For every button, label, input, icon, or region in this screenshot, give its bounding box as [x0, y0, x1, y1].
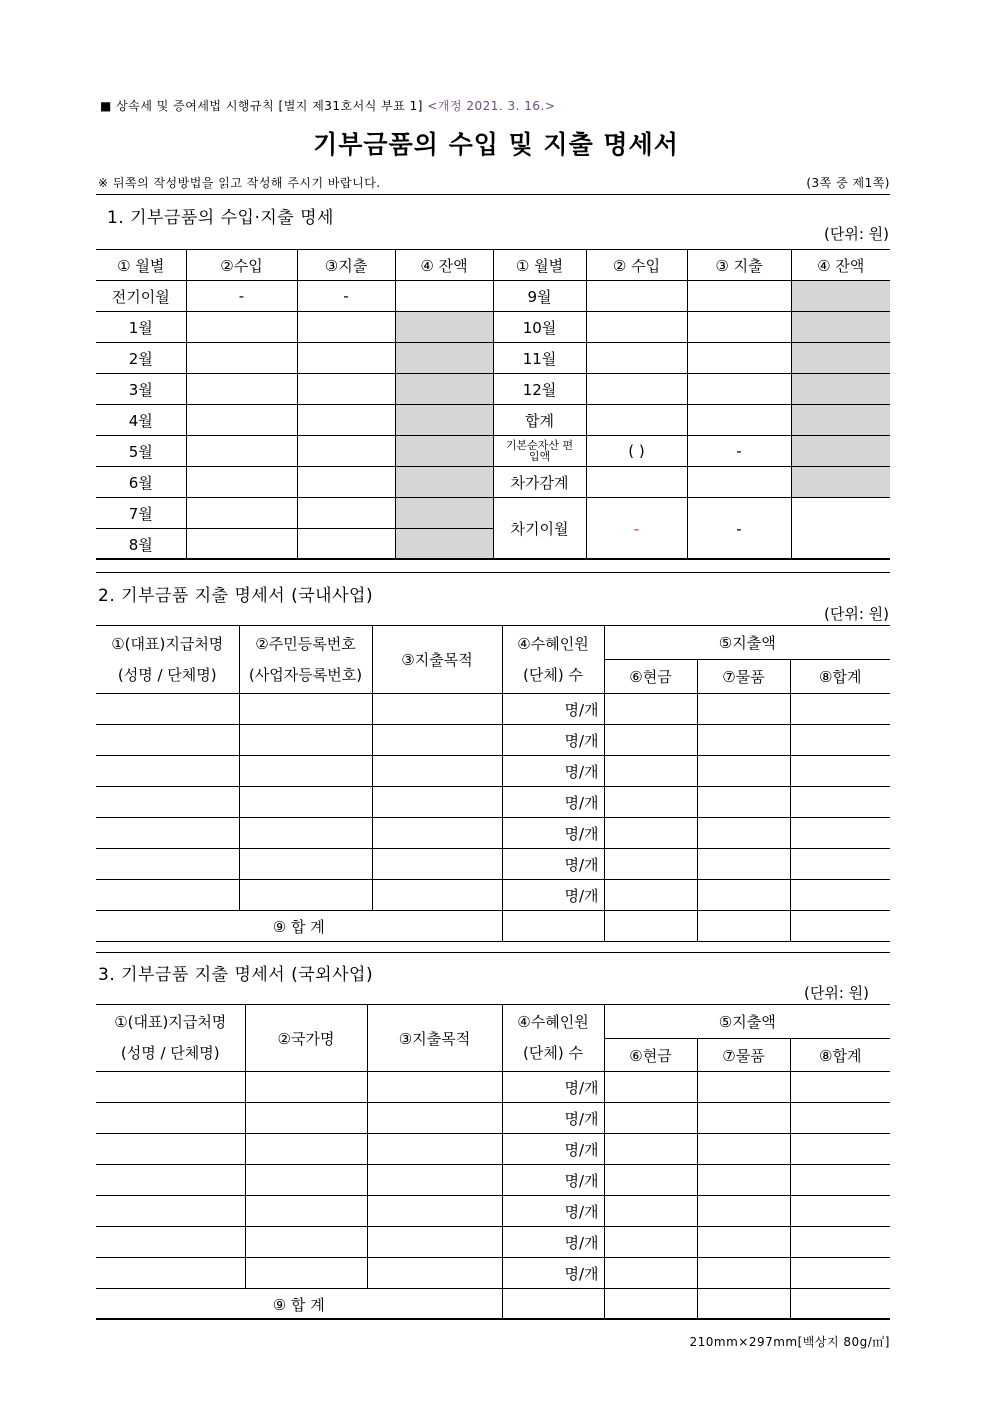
registration-cell[interactable] — [239, 725, 372, 756]
payee-cell[interactable] — [96, 1227, 245, 1258]
section2-heading: 2. 기부금품 지출 명세서 (국내사업) — [98, 586, 374, 606]
goods-cell[interactable] — [697, 694, 790, 725]
goods-cell[interactable] — [697, 1165, 790, 1196]
expense-cell[interactable] — [687, 467, 791, 498]
goods-cell[interactable] — [697, 1196, 790, 1227]
purpose-cell[interactable] — [372, 756, 502, 787]
table-row — [96, 1196, 890, 1227]
country-cell[interactable] — [245, 1134, 367, 1165]
col-payee — [96, 1005, 245, 1072]
sum-cell[interactable] — [790, 1227, 890, 1258]
sum-cell[interactable] — [790, 1165, 890, 1196]
cash-cell[interactable] — [604, 1227, 697, 1258]
month-cell: 5월 — [96, 436, 186, 467]
sum-cell[interactable] — [790, 694, 890, 725]
table-row — [96, 436, 890, 467]
total-row — [96, 1289, 890, 1320]
country-cell[interactable] — [245, 1258, 367, 1289]
balance-cell-shaded — [791, 374, 890, 405]
beneficiary-count-cell[interactable]: 명/개 — [502, 787, 604, 818]
expense-cell[interactable] — [297, 405, 395, 436]
purpose-cell[interactable] — [372, 849, 502, 880]
sum-cell[interactable] — [790, 880, 890, 911]
col-payee-line1: ①(대표)지급처명 — [114, 1013, 227, 1031]
col-cash: ⑥현금 — [604, 660, 697, 694]
purpose-cell[interactable] — [372, 694, 502, 725]
income-cell[interactable] — [186, 312, 297, 343]
purpose-cell[interactable] — [372, 787, 502, 818]
balance-cell-shaded — [395, 467, 493, 498]
instruction-note: ※ 뒤쪽의 작성방법을 읽고 작성해 주시기 바랍니다. — [98, 176, 381, 190]
registration-cell[interactable] — [239, 818, 372, 849]
income-cell[interactable] — [186, 529, 297, 560]
table-row — [96, 1134, 890, 1165]
sum-cell[interactable] — [790, 1258, 890, 1289]
expense-cell[interactable] — [297, 467, 395, 498]
cash-cell[interactable] — [604, 756, 697, 787]
total-sum-cell[interactable] — [790, 911, 890, 942]
goods-cell[interactable] — [697, 880, 790, 911]
divider — [96, 194, 890, 195]
table-row — [96, 880, 890, 911]
col-sum: ⑧합계 — [790, 660, 890, 694]
beneficiary-count-cell[interactable]: 명/개 — [502, 1134, 604, 1165]
goods-cell[interactable] — [697, 1227, 790, 1258]
revision-date: <개정 2021. 3. 16.> — [427, 99, 556, 113]
beneficiary-count-cell[interactable]: 명/개 — [502, 1103, 604, 1134]
income-cell[interactable]: - — [586, 498, 687, 560]
section1-header-row — [96, 250, 890, 281]
sum-cell[interactable] — [790, 1072, 890, 1103]
section3-table — [96, 1004, 890, 1320]
beneficiary-count-cell[interactable]: 명/개 — [502, 1258, 604, 1289]
section1-heading: 1. 기부금품의 수입·지출 명세 — [107, 208, 334, 228]
divider — [96, 572, 890, 573]
income-cell[interactable] — [586, 343, 687, 374]
cash-cell[interactable] — [604, 1103, 697, 1134]
country-cell[interactable] — [245, 1103, 367, 1134]
col-payee — [96, 626, 239, 694]
col-income-left: ②수입 — [186, 250, 297, 281]
table-row — [96, 787, 890, 818]
sum-cell[interactable] — [790, 787, 890, 818]
page-indicator: (3쪽 중 제1쪽) — [806, 176, 890, 190]
income-cell[interactable] — [186, 405, 297, 436]
balance-cell-shaded — [395, 436, 493, 467]
section3-heading: 3. 기부금품 지출 명세서 (국외사업) — [98, 965, 374, 985]
purpose-cell[interactable] — [367, 1258, 502, 1289]
section1-unit: (단위: 원) — [824, 225, 889, 243]
table-row — [96, 374, 890, 405]
balance-cell-shaded — [791, 281, 890, 312]
col-payee-line2: (성명 / 단체명) — [120, 1044, 220, 1062]
purpose-cell[interactable] — [367, 1134, 502, 1165]
table-row — [96, 312, 890, 343]
beneficiary-count-cell[interactable]: 명/개 — [502, 1196, 604, 1227]
balance-cell-shaded — [395, 405, 493, 436]
cash-cell[interactable] — [604, 1258, 697, 1289]
total-label: ⑨ 합 계 — [96, 1289, 502, 1320]
goods-cell[interactable] — [697, 1134, 790, 1165]
sum-cell[interactable] — [790, 1134, 890, 1165]
col-sum: ⑧합계 — [790, 1039, 890, 1072]
payee-cell[interactable] — [96, 1165, 245, 1196]
paper-spec-footer: 210mm×297mm[백상지 80g/㎡] — [689, 1335, 890, 1349]
divider — [96, 1318, 890, 1319]
cash-cell[interactable] — [604, 880, 697, 911]
beneficiary-count-cell[interactable]: 명/개 — [502, 849, 604, 880]
col-month-right: ① 월별 — [493, 250, 586, 281]
col-beneficiaries-line1: ④수혜인원 — [517, 634, 589, 653]
purpose-cell[interactable] — [372, 818, 502, 849]
col-expense-right: ③ 지출 — [687, 250, 791, 281]
income-cell[interactable] — [186, 343, 297, 374]
col-purpose: ③지출목적 — [367, 1005, 502, 1072]
country-cell[interactable] — [245, 1165, 367, 1196]
payee-cell[interactable] — [96, 725, 239, 756]
expense-cell[interactable] — [687, 374, 791, 405]
payee-cell[interactable] — [96, 1258, 245, 1289]
purpose-cell[interactable] — [372, 725, 502, 756]
month-cell: 7월 — [96, 498, 186, 529]
sum-cell[interactable] — [790, 818, 890, 849]
registration-cell[interactable] — [239, 849, 372, 880]
table-row — [96, 1072, 890, 1103]
table-row — [96, 281, 890, 312]
goods-cell[interactable] — [697, 1258, 790, 1289]
table-row — [96, 1227, 890, 1258]
col-beneficiaries — [502, 626, 604, 694]
beneficiary-count-cell[interactable]: 명/개 — [502, 880, 604, 911]
payee-cell[interactable] — [96, 694, 239, 725]
regulation-text: ■ 상속세 및 증여세법 시행규칙 [별지 제31호서식 부표 1] — [100, 99, 423, 113]
col-payee-line2: (성명 / 단체명) — [117, 665, 217, 684]
goods-cell[interactable] — [697, 787, 790, 818]
col-registration-line1: ②주민등록번호 — [255, 634, 356, 653]
income-cell[interactable] — [186, 498, 297, 529]
col-expense-left: ③지출 — [297, 250, 395, 281]
balance-cell-shaded — [395, 343, 493, 374]
country-cell[interactable] — [245, 1072, 367, 1103]
section3-unit: (단위: 원) — [804, 984, 869, 1002]
carry-forward-label-cell: 차기이월 — [493, 498, 586, 560]
beneficiary-count-cell[interactable]: 명/개 — [502, 818, 604, 849]
table-row — [96, 1258, 890, 1289]
income-cell[interactable] — [586, 405, 687, 436]
col-country: ②국가명 — [245, 1005, 367, 1072]
table-row — [96, 756, 890, 787]
net-asset-label-cell: 기본순자산 편입액 — [493, 436, 586, 467]
table-row — [96, 1165, 890, 1196]
beneficiary-count-cell[interactable]: 명/개 — [502, 725, 604, 756]
month-cell: 차가감계 — [493, 467, 586, 498]
cash-cell[interactable] — [604, 849, 697, 880]
month-cell: 6월 — [96, 467, 186, 498]
payee-cell[interactable] — [96, 1103, 245, 1134]
sum-cell[interactable] — [790, 725, 890, 756]
month-cell: 8월 — [96, 529, 186, 560]
balance-cell-shaded — [791, 312, 890, 343]
month-cell: 3월 — [96, 374, 186, 405]
expense-cell[interactable] — [297, 498, 395, 529]
cash-cell[interactable] — [604, 1134, 697, 1165]
expense-cell[interactable] — [297, 343, 395, 374]
col-balance-left: ④ 잔액 — [395, 250, 493, 281]
expense-cell[interactable]: - — [297, 281, 395, 312]
col-payee-line1: ①(대표)지급처명 — [111, 634, 224, 653]
cash-cell[interactable] — [604, 1196, 697, 1227]
month-cell: 9월 — [493, 281, 586, 312]
balance-cell-shaded — [791, 436, 890, 467]
form-regulation-header — [100, 97, 555, 114]
payee-cell[interactable] — [96, 818, 239, 849]
goods-cell[interactable] — [697, 1072, 790, 1103]
sum-cell[interactable] — [790, 1103, 890, 1134]
income-cell[interactable] — [186, 436, 297, 467]
cash-cell[interactable] — [604, 787, 697, 818]
registration-cell[interactable] — [239, 787, 372, 818]
payee-cell[interactable] — [96, 787, 239, 818]
total-label-cell: 합계 — [493, 405, 586, 436]
payee-cell[interactable] — [96, 880, 239, 911]
income-cell[interactable]: ( ) — [586, 436, 687, 467]
expense-cell[interactable] — [297, 436, 395, 467]
country-cell[interactable] — [245, 1227, 367, 1258]
total-cash-cell[interactable] — [604, 911, 697, 942]
col-expenditure: ⑤지출액 — [604, 626, 890, 660]
payee-cell[interactable] — [96, 849, 239, 880]
registration-cell[interactable] — [239, 694, 372, 725]
total-goods-cell[interactable] — [697, 911, 790, 942]
col-beneficiaries-line2: (단체) 수 — [523, 1044, 583, 1062]
table-row — [96, 849, 890, 880]
month-cell: 2월 — [96, 343, 186, 374]
payee-cell[interactable] — [96, 1072, 245, 1103]
registration-cell[interactable] — [239, 756, 372, 787]
cash-cell[interactable] — [604, 818, 697, 849]
expense-cell[interactable] — [687, 405, 791, 436]
divider — [96, 558, 890, 559]
expense-cell[interactable] — [687, 281, 791, 312]
total-beneficiaries-cell[interactable] — [502, 911, 604, 942]
section1-table — [96, 249, 890, 560]
table-row — [96, 725, 890, 756]
registration-cell[interactable] — [239, 880, 372, 911]
month-cell: 전기이월 — [96, 281, 186, 312]
country-cell[interactable] — [245, 1196, 367, 1227]
expense-cell[interactable] — [297, 374, 395, 405]
col-expenditure: ⑤지출액 — [604, 1005, 890, 1039]
col-registration-line2: (사업자등록번호) — [248, 665, 363, 684]
col-balance-right: ④ 잔액 — [791, 250, 890, 281]
beneficiary-count-cell[interactable]: 명/개 — [502, 756, 604, 787]
goods-cell[interactable] — [697, 849, 790, 880]
total-goods-cell[interactable] — [697, 1289, 790, 1320]
total-row — [96, 911, 890, 942]
sum-cell[interactable] — [790, 849, 890, 880]
cash-cell[interactable] — [604, 694, 697, 725]
purpose-cell[interactable] — [367, 1103, 502, 1134]
table-row — [96, 343, 890, 374]
page-title: 기부금품의 수입 및 지출 명세서 — [313, 130, 679, 159]
table-row — [96, 405, 890, 436]
expense-cell[interactable] — [687, 312, 791, 343]
income-cell[interactable] — [586, 312, 687, 343]
total-label: ⑨ 합 계 — [96, 911, 502, 942]
balance-cell-shaded — [791, 405, 890, 436]
col-beneficiaries-line1: ④수혜인원 — [517, 1013, 589, 1031]
col-beneficiaries — [502, 1005, 604, 1072]
beneficiary-count-cell[interactable]: 명/개 — [502, 1072, 604, 1103]
balance-cell[interactable] — [791, 498, 890, 560]
expense-cell[interactable] — [297, 529, 395, 560]
col-beneficiaries-line2: (단체) 수 — [523, 665, 583, 684]
section2-table — [96, 625, 890, 942]
payee-cell[interactable] — [96, 756, 239, 787]
goods-cell[interactable] — [697, 756, 790, 787]
purpose-cell[interactable] — [367, 1165, 502, 1196]
balance-cell[interactable] — [395, 281, 493, 312]
total-sum-cell[interactable] — [790, 1289, 890, 1320]
purpose-cell[interactable] — [367, 1072, 502, 1103]
goods-cell[interactable] — [697, 725, 790, 756]
sum-cell[interactable] — [790, 756, 890, 787]
cash-cell[interactable] — [604, 1072, 697, 1103]
col-income-right: ② 수입 — [586, 250, 687, 281]
goods-cell[interactable] — [697, 1103, 790, 1134]
payee-cell[interactable] — [96, 1134, 245, 1165]
income-cell[interactable] — [586, 281, 687, 312]
table-row — [96, 818, 890, 849]
col-month-left: ① 월별 — [96, 250, 186, 281]
income-cell[interactable]: - — [186, 281, 297, 312]
expense-cell[interactable] — [687, 343, 791, 374]
section2-unit: (단위: 원) — [824, 605, 889, 623]
table-row — [96, 694, 890, 725]
expense-cell[interactable] — [297, 312, 395, 343]
month-cell: 12월 — [493, 374, 586, 405]
income-cell[interactable] — [586, 467, 687, 498]
divider — [96, 952, 890, 953]
sum-cell[interactable] — [790, 1196, 890, 1227]
beneficiary-count-cell[interactable]: 명/개 — [502, 1165, 604, 1196]
cash-cell[interactable] — [604, 1165, 697, 1196]
income-cell[interactable] — [586, 374, 687, 405]
total-beneficiaries-cell[interactable] — [502, 1289, 604, 1320]
col-goods: ⑦물품 — [697, 660, 790, 694]
cash-cell[interactable] — [604, 725, 697, 756]
balance-cell-shaded — [791, 343, 890, 374]
expense-cell[interactable]: - — [687, 498, 791, 560]
purpose-cell[interactable] — [367, 1196, 502, 1227]
income-cell[interactable] — [186, 467, 297, 498]
month-cell: 1월 — [96, 312, 186, 343]
table-row — [96, 467, 890, 498]
balance-cell-shaded — [395, 312, 493, 343]
table-row — [96, 1103, 890, 1134]
month-cell: 10월 — [493, 312, 586, 343]
divider — [96, 941, 890, 942]
col-purpose: ③지출목적 — [372, 626, 502, 694]
month-cell: 4월 — [96, 405, 186, 436]
balance-cell-shaded — [395, 529, 493, 560]
balance-cell-shaded — [791, 467, 890, 498]
table-row — [96, 498, 890, 529]
col-registration-number — [239, 626, 372, 694]
purpose-cell[interactable] — [367, 1227, 502, 1258]
income-cell[interactable] — [186, 374, 297, 405]
goods-cell[interactable] — [697, 818, 790, 849]
beneficiary-count-cell[interactable]: 명/개 — [502, 694, 604, 725]
balance-cell-shaded — [395, 498, 493, 529]
balance-cell-shaded — [395, 374, 493, 405]
col-goods: ⑦물품 — [697, 1039, 790, 1072]
month-cell: 11월 — [493, 343, 586, 374]
purpose-cell[interactable] — [372, 880, 502, 911]
beneficiary-count-cell[interactable]: 명/개 — [502, 1227, 604, 1258]
col-cash: ⑥현금 — [604, 1039, 697, 1072]
payee-cell[interactable] — [96, 1196, 245, 1227]
total-cash-cell[interactable] — [604, 1289, 697, 1320]
expense-cell[interactable]: - — [687, 436, 791, 467]
